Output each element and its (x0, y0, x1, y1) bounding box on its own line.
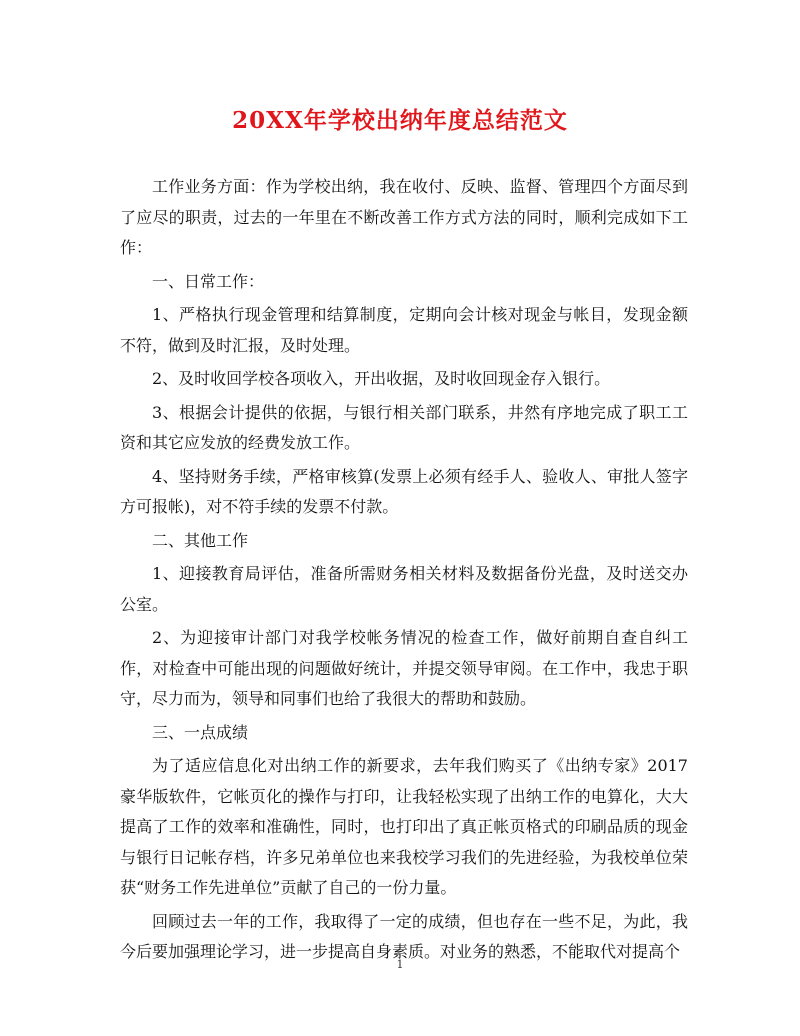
document-title: 20XX年学校出纳年度总结范文 (232, 107, 568, 134)
paragraph-intro: 工作业务方面：作为学校出纳，我在收付、反映、监督、管理四个方面尽到了应尽的职责，过去的一年里在不断改善工作方式方法的同时，顺利完成如下工作： (120, 177, 688, 257)
paragraph-achievements: 为了适应信息化对出纳工作的新要求，去年我们购买了《出纳专家》2017豪华版软件，它帐页化的操作与打印，让我轻松实现了出纳工作的电算化，大大提高了工作的效率和准确性，同时，也打印出了真正帐页格式的印刷品质的现金与银行日记帐存档，许多兄弟单位也来我校学习我们的先进经验，为我校单位荣获“财务工作先进单位”贡献了自己的一份力量。 (120, 756, 688, 897)
paragraph-review: 回顾过去一年的工作，我取得了一定的成绩，但也存在一些不足，为此，我今后要加强理论学习，进一步提高自身素质。对业务的熟悉，不能取代对提高个 (120, 911, 688, 961)
page-number: 1 (396, 958, 404, 971)
paragraph-daily-item-3: 3、根据会计提供的依据，与银行相关部门联系，井然有序地完成了职工工资和其它应发放的经费发放工作。 (120, 402, 688, 452)
paragraph-daily-item-2: 2、及时收回学校各项收入，开出收据，及时收回现金存入银行。 (152, 369, 611, 388)
section-heading-achievements: 三、一点成绩 (152, 722, 249, 742)
paragraph-daily-item-4: 4、坚持财务手续，严格审核算(发票上必须有经手人、验收人、审批人签字方可报帐)，对不符手续的发票不付款。 (120, 466, 688, 516)
section-heading-other-work: 二、其他工作 (152, 530, 249, 550)
section-heading-daily-work: 一、日常工作： (152, 271, 265, 291)
paragraph-other-item-1: 1、迎接教育局评估，准备所需财务相关材料及数据备份光盘，及时送交办公室。 (120, 564, 688, 614)
paragraph-daily-item-1: 1、严格执行现金管理和结算制度，定期向会计核对现金与帐目，发现金额不符，做到及时汇报，及时处理。 (120, 305, 688, 355)
document-body (120, 172, 688, 971)
paragraph-other-item-2: 2、为迎接审计部门对我学校帐务情况的检查工作，做好前期自查自纠工作，对检查中可能出现的问题做好统计，并提交领导审阅。在工作中，我忠于职守，尽力而为，领导和同事们也给了我很大的帮助和鼓励。 (120, 628, 688, 708)
